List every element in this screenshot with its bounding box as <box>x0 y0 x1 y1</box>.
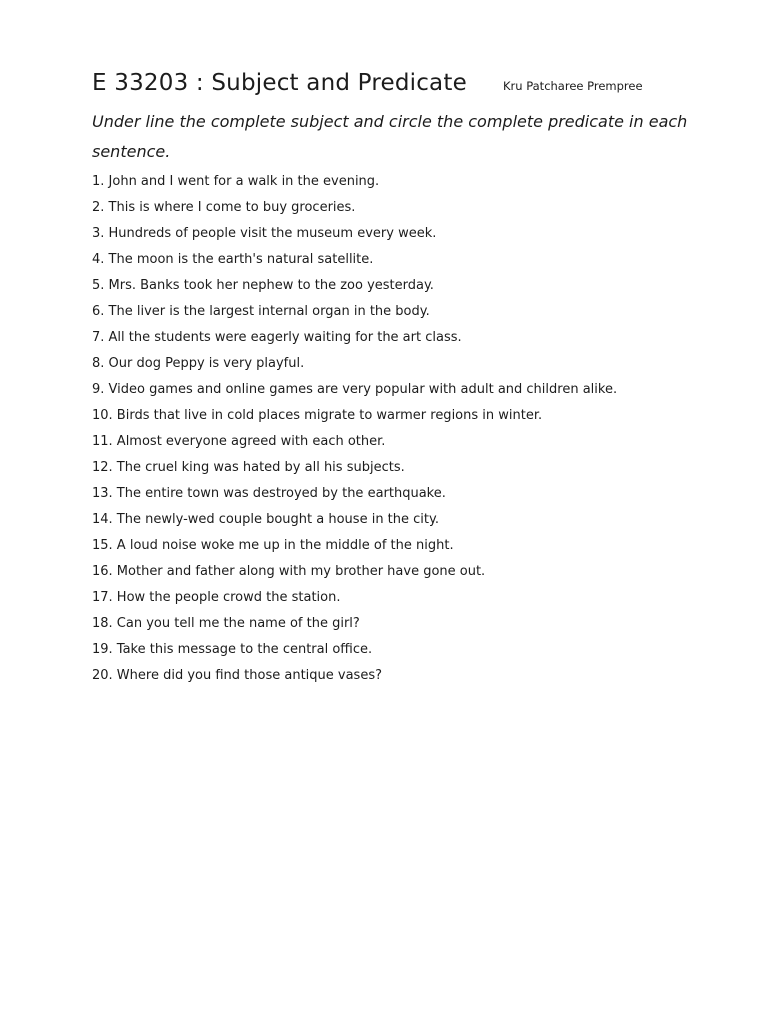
sentence-item: 1. John and I went for a walk in the evening. <box>92 174 380 189</box>
author-name: Kru Patcharee Prempree <box>503 79 643 93</box>
sentence-item: 17. How the people crowd the station. <box>92 590 341 605</box>
sentence-item: 15. A loud noise woke me up in the middle of the night. <box>92 538 454 553</box>
sentence-item: 7. All the students were eagerly waiting for the art class. <box>92 330 462 345</box>
sentence-item: 20. Where did you find those antique vases? <box>92 668 382 683</box>
worksheet-header <box>92 68 682 100</box>
sentence-item: 6. The liver is the largest internal organ in the body. <box>92 304 430 319</box>
page-title: E 33203 : Subject and Predicate <box>92 70 467 96</box>
sentence-item: 16. Mother and father along with my brother have gone out. <box>92 564 486 579</box>
sentence-item: 13. The entire town was destroyed by the earthquake. <box>92 486 446 501</box>
sentence-item: 18. Can you tell me the name of the girl? <box>92 616 360 631</box>
instructions: Under line the complete subject and circle the complete predicate in each sentence. <box>92 112 688 161</box>
sentence-item: 10. Birds that live in cold places migrate to warmer regions in winter. <box>92 408 543 423</box>
sentence-item: 14. The newly-wed couple bought a house in the city. <box>92 512 439 527</box>
sentence-item: 9. Video games and online games are very popular with adult and children alike. <box>92 382 618 397</box>
sentence-item: 8. Our dog Peppy is very playful. <box>92 356 305 371</box>
sentence-item: 19. Take this message to the central office. <box>92 642 373 657</box>
sentence-item: 2. This is where I come to buy groceries. <box>92 200 356 215</box>
sentence-item: 12. The cruel king was hated by all his subjects. <box>92 460 405 475</box>
sentence-item: 4. The moon is the earth's natural satellite. <box>92 252 374 267</box>
sentence-item: 3. Hundreds of people visit the museum every week. <box>92 226 437 241</box>
sentence-item: 5. Mrs. Banks took her nephew to the zoo yesterday. <box>92 278 434 293</box>
sentence-item: 11. Almost everyone agreed with each other. <box>92 434 386 449</box>
sentence-list <box>92 169 692 689</box>
